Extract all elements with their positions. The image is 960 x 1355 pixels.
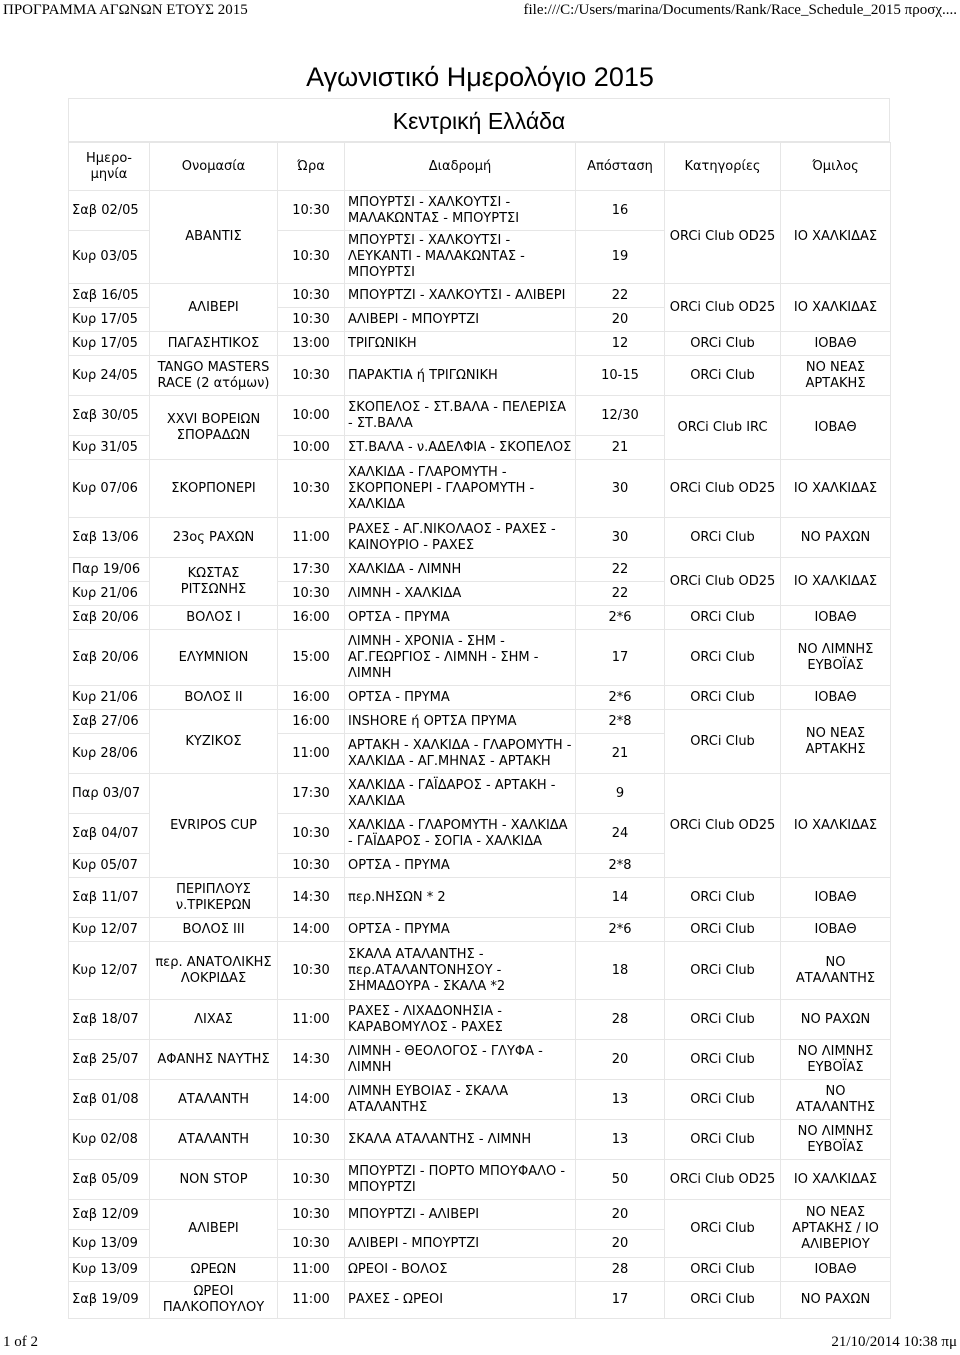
cell-club: ΙΟΒΑΘ — [781, 686, 891, 710]
cell-club: ΙΟ ΧΑΛΚΙΔΑΣ — [781, 1160, 891, 1200]
cell-time: 16:00 — [278, 686, 345, 710]
cell-date: Σαβ 11/07 — [69, 878, 150, 918]
table-row — [69, 1258, 891, 1282]
cell-route: ΩΡΕΟΙ - ΒΟΛΟΣ — [345, 1258, 576, 1282]
cell-date: Σαβ 02/05 — [69, 191, 150, 231]
cell-distance: 20 — [576, 1200, 665, 1230]
cell-route: ΑΡΤΑΚΗ - ΧΑΛΚΙΔΑ - ΓΛΑΡΟΜΥΤΗ - ΧΑΛΚΙΔΑ - ΑΓ.ΜΗΝΑΣ - ΑΡΤΑΚΗ — [345, 734, 576, 774]
print-header — [0, 0, 960, 24]
table-row — [69, 1282, 891, 1319]
schedule-table — [68, 142, 891, 1319]
cell-time: 16:00 — [278, 606, 345, 630]
cell-name: ΑΦΑΝΗΣ ΝΑΥΤΗΣ — [150, 1040, 278, 1080]
table-row — [69, 396, 891, 436]
cell-time: 10:30 — [278, 308, 345, 332]
cell-categories: ORCi Club — [665, 918, 781, 942]
cell-categories: ORCi Club — [665, 1200, 781, 1258]
header-date: Ημερο-μηνία — [69, 143, 150, 191]
cell-club: ΝΟ ΛΙΜΝΗΣ ΕΥΒΟΪΑΣ — [781, 630, 891, 686]
cell-route: ΟΡΤΣΑ - ΠΡΥΜΑ — [345, 854, 576, 878]
table-row — [69, 774, 891, 814]
cell-time: 11:00 — [278, 1258, 345, 1282]
cell-date: Κυρ 12/07 — [69, 918, 150, 942]
cell-time: 10:30 — [278, 191, 345, 231]
cell-time: 10:30 — [278, 1230, 345, 1258]
cell-name: ΩΡΕΩΝ — [150, 1258, 278, 1282]
cell-route: ΧΑΛΚΙΔΑ - ΓΛΑΡΟΜΥΤΗ - ΣΚΟΡΠΟΝΕΡΙ - ΓΛΑΡΟΜΥΤΗ - ΧΑΛΚΙΔΑ — [345, 460, 576, 518]
cell-date: Κυρ 12/07 — [69, 942, 150, 1000]
cell-distance: 13 — [576, 1120, 665, 1160]
cell-categories: ORCi Club OD25 — [665, 284, 781, 332]
cell-categories: ORCi Club OD25 — [665, 460, 781, 518]
cell-date: Κυρ 21/06 — [69, 582, 150, 606]
cell-route: ΧΑΛΚΙΔΑ - ΛΙΜΝΗ — [345, 558, 576, 582]
cell-club: ΙΟ ΧΑΛΚΙΔΑΣ — [781, 774, 891, 878]
cell-date: Σαβ 19/09 — [69, 1282, 150, 1319]
cell-date: Κυρ 05/07 — [69, 854, 150, 878]
cell-route: ΛΙΜΝΗ - ΧΡΟΝΙΑ - ΣΗΜ - ΑΓ.ΓΕΩΡΓΙΟΣ - ΛΙΜΝΗ - ΣΗΜ - ΛΙΜΝΗ — [345, 630, 576, 686]
cell-name: ΚΩΣΤΑΣ ΡΙΤΣΩΝΗΣ — [150, 558, 278, 606]
cell-club: ΙΟΒΑΘ — [781, 396, 891, 460]
table-row — [69, 630, 891, 686]
cell-name: NON STOP — [150, 1160, 278, 1200]
cell-time: 11:00 — [278, 1000, 345, 1040]
cell-date: Σαβ 01/08 — [69, 1080, 150, 1120]
header-time: Ώρα — [278, 143, 345, 191]
cell-time: 10:30 — [278, 1200, 345, 1230]
cell-categories: ORCi Club — [665, 332, 781, 356]
cell-date: Σαβ 30/05 — [69, 396, 150, 436]
cell-distance: 17 — [576, 630, 665, 686]
table-row — [69, 710, 891, 734]
cell-club: ΙΟΒΑΘ — [781, 606, 891, 630]
cell-date: Σαβ 27/06 — [69, 710, 150, 734]
cell-route: ΜΠΟΥΡΤΣΙ - ΧΑΛΚΟΥΤΣΙ - ΜΑΛΑΚΩΝΤΑΣ - ΜΠΟΥΡΤΣΙ — [345, 191, 576, 231]
cell-time: 14:30 — [278, 1040, 345, 1080]
cell-categories: ORCi Club — [665, 710, 781, 774]
cell-name: ΑΛΙΒΕΡΙ — [150, 284, 278, 332]
cell-time: 10:30 — [278, 460, 345, 518]
cell-name: ΑΛΙΒΕΡΙ — [150, 1200, 278, 1258]
cell-name: 23ος ΡΑΧΩΝ — [150, 518, 278, 558]
cell-distance: 21 — [576, 734, 665, 774]
cell-categories: ORCi Club OD25 — [665, 1160, 781, 1200]
print-footer — [0, 1334, 960, 1354]
cell-time: 17:30 — [278, 558, 345, 582]
table-row — [69, 191, 891, 231]
cell-name: ΒΟΛΟΣ ΙΙ — [150, 686, 278, 710]
cell-categories: ORCi Club OD25 — [665, 558, 781, 606]
cell-date: Σαβ 18/07 — [69, 1000, 150, 1040]
cell-categories: ORCi Club — [665, 942, 781, 1000]
table-row — [69, 942, 891, 1000]
cell-distance: 22 — [576, 558, 665, 582]
cell-categories: ORCi Club — [665, 1080, 781, 1120]
cell-name: ΠΕΡΙΠΛΟΥΣ ν.ΤΡΙΚΕΡΩΝ — [150, 878, 278, 918]
cell-distance: 14 — [576, 878, 665, 918]
cell-route: ΟΡΤΣΑ - ΠΡΥΜΑ — [345, 606, 576, 630]
cell-distance: 19 — [576, 231, 665, 284]
cell-club: ΝΟ ΡΑΧΩΝ — [781, 1000, 891, 1040]
cell-route: ΑΛΙΒΕΡΙ - ΜΠΟΥΡΤΖΙ — [345, 1230, 576, 1258]
cell-date: Κυρ 13/09 — [69, 1258, 150, 1282]
cell-route: ΡΑΧΕΣ - ΩΡΕΟΙ — [345, 1282, 576, 1319]
table-row — [69, 1000, 891, 1040]
cell-name: ΣΚΟΡΠΟΝΕΡΙ — [150, 460, 278, 518]
cell-route: ΛΙΜΝΗ - ΧΑΛΚΙΔΑ — [345, 582, 576, 606]
table-row — [69, 332, 891, 356]
cell-club: ΙΟΒΑΘ — [781, 878, 891, 918]
cell-time: 10:30 — [278, 356, 345, 396]
print-header-url: file:///C:/Users/marina/Documents/Rank/Race_Schedule_2015 προσχ.... — [523, 2, 957, 18]
cell-time: 10:00 — [278, 436, 345, 460]
cell-name: EVRIPOS CUP — [150, 774, 278, 878]
cell-club: ΙΟΒΑΘ — [781, 1258, 891, 1282]
cell-time: 10:00 — [278, 396, 345, 436]
cell-time: 10:30 — [278, 1160, 345, 1200]
print-header-title: ΠΡΟΓΡΑΜΜΑ ΑΓΩΝΩΝ ΕΤΟΥΣ 2015 — [3, 2, 248, 18]
cell-time: 14:30 — [278, 878, 345, 918]
cell-distance: 2*6 — [576, 686, 665, 710]
cell-distance: 2*6 — [576, 918, 665, 942]
cell-club: ΝΟ ΡΑΧΩΝ — [781, 1282, 891, 1319]
table-row — [69, 1080, 891, 1120]
cell-date: Κυρ 17/05 — [69, 308, 150, 332]
cell-time: 16:00 — [278, 710, 345, 734]
cell-name: ΩΡΕΟΙ ΠΑΛΚΟΠΟΥΛΟΥ — [150, 1282, 278, 1319]
cell-categories: ORCi Club OD25 — [665, 191, 781, 284]
cell-name: ΛΙΧΑΣ — [150, 1000, 278, 1040]
cell-route: ΣΚΟΠΕΛΟΣ - ΣΤ.ΒΑΛΑ - ΠΕΛΕΡΙΣΑ - ΣΤ.ΒΑΛΑ — [345, 396, 576, 436]
cell-club: ΝΟ ΑΤΑΛΑΝΤΗΣ — [781, 942, 891, 1000]
cell-route: ΛΙΜΝΗ - ΘΕΟΛΟΓΟΣ - ΓΛΥΦΑ - ΛΙΜΝΗ — [345, 1040, 576, 1080]
cell-club: ΝΟ ΝΕΑΣ ΑΡΤΑΚΗΣ / ΙΟ ΑΛΙΒΕΡΙΟΥ — [781, 1200, 891, 1258]
cell-date: Κυρ 02/08 — [69, 1120, 150, 1160]
cell-categories: ORCi Club — [665, 630, 781, 686]
cell-club: ΙΟ ΧΑΛΚΙΔΑΣ — [781, 558, 891, 606]
cell-route: ΜΠΟΥΡΤΖΙ - ΠΟΡΤΟ ΜΠΟΥΦΑΛΟ - ΜΠΟΥΡΤΖΙ — [345, 1160, 576, 1200]
cell-distance: 30 — [576, 518, 665, 558]
cell-name: ΑΤΑΛΑΝΤΗ — [150, 1080, 278, 1120]
table-header-row — [69, 143, 891, 191]
cell-club: ΙΟΒΑΘ — [781, 918, 891, 942]
cell-date: Παρ 19/06 — [69, 558, 150, 582]
cell-distance: 2*6 — [576, 606, 665, 630]
cell-time: 14:00 — [278, 1080, 345, 1120]
cell-categories: ORCi Club — [665, 686, 781, 710]
cell-distance: 21 — [576, 436, 665, 460]
cell-time: 11:00 — [278, 1282, 345, 1319]
cell-distance: 2*8 — [576, 710, 665, 734]
cell-route: ΟΡΤΣΑ - ΠΡΥΜΑ — [345, 918, 576, 942]
cell-categories: ORCi Club — [665, 1258, 781, 1282]
cell-route: ΜΠΟΥΡΤΖΙ - ΧΑΛΚΟΥΤΣΙ - ΑΛΙΒΕΡΙ — [345, 284, 576, 308]
cell-route: ΜΠΟΥΡΤΖΙ - ΑΛΙΒΕΡΙ — [345, 1200, 576, 1230]
cell-time: 11:00 — [278, 518, 345, 558]
table-row — [69, 558, 891, 582]
table-row — [69, 918, 891, 942]
table-row — [69, 356, 891, 396]
cell-distance: 28 — [576, 1000, 665, 1040]
cell-date: Σαβ 04/07 — [69, 814, 150, 854]
cell-name: ΚΥΖΙΚΟΣ — [150, 710, 278, 774]
table-row — [69, 518, 891, 558]
page-title: Αγωνιστικό Ημερολόγιο 2015 — [306, 62, 654, 92]
cell-club: ΙΟΒΑΘ — [781, 332, 891, 356]
cell-route: ΜΠΟΥΡΤΣΙ - ΧΑΛΚΟΥΤΣΙ - ΛΕΥΚΑΝΤΙ - ΜΑΛΑΚΩΝΤΑΣ - ΜΠΟΥΡΤΣΙ — [345, 231, 576, 284]
cell-date: Παρ 03/07 — [69, 774, 150, 814]
cell-date: Κυρ 21/06 — [69, 686, 150, 710]
cell-name: ΠΑΓΑΣΗΤΙΚΟΣ — [150, 332, 278, 356]
cell-club: ΝΟ ΡΑΧΩΝ — [781, 518, 891, 558]
cell-time: 10:30 — [278, 814, 345, 854]
cell-distance: 2*8 — [576, 854, 665, 878]
cell-categories: ORCi Club — [665, 1282, 781, 1319]
table-row — [69, 460, 891, 518]
cell-name: ΒΟΛΟΣ ΙΙΙ — [150, 918, 278, 942]
cell-name: ΑΤΑΛΑΝΤΗ — [150, 1120, 278, 1160]
cell-time: 11:00 — [278, 734, 345, 774]
table-row — [69, 1200, 891, 1230]
cell-club: ΝΟ ΛΙΜΝΗΣ ΕΥΒΟΪΑΣ — [781, 1120, 891, 1160]
table-row — [69, 606, 891, 630]
cell-club: ΝΟ ΝΕΑΣ ΑΡΤΑΚΗΣ — [781, 356, 891, 396]
cell-route: ΡΑΧΕΣ - ΑΓ.ΝΙΚΟΛΑΟΣ - ΡΑΧΕΣ - ΚΑΙΝΟΥΡΙΟ - ΡΑΧΕΣ — [345, 518, 576, 558]
cell-club: ΙΟ ΧΑΛΚΙΔΑΣ — [781, 284, 891, 332]
cell-route: ΟΡΤΣΑ - ΠΡΥΜΑ — [345, 686, 576, 710]
cell-date: Σαβ 20/06 — [69, 606, 150, 630]
page-subtitle: Κεντρική Ελλάδα — [68, 98, 890, 142]
cell-date: Κυρ 07/06 — [69, 460, 150, 518]
table-row — [69, 1160, 891, 1200]
cell-distance: 12 — [576, 332, 665, 356]
cell-time: 15:00 — [278, 630, 345, 686]
cell-route: ΡΑΧΕΣ - ΛΙΧΑΔΟΝΗΣΙΑ - ΚΑΡΑΒΟΜΥΛΟΣ - ΡΑΧΕΣ — [345, 1000, 576, 1040]
cell-route: ΧΑΛΚΙΔΑ - ΓΑΪΔΑΡΟΣ - ΑΡΤΑΚΗ - ΧΑΛΚΙΔΑ — [345, 774, 576, 814]
cell-club: ΝΟ ΝΕΑΣ ΑΡΤΑΚΗΣ — [781, 710, 891, 774]
cell-name: ΕΛΥΜΝΙΟΝ — [150, 630, 278, 686]
cell-route: ΠΑΡΑΚΤΙΑ ή ΤΡΙΓΩΝΙΚΗ — [345, 356, 576, 396]
cell-time: 10:30 — [278, 284, 345, 308]
cell-distance: 20 — [576, 1040, 665, 1080]
table-row — [69, 1120, 891, 1160]
table-row — [69, 686, 891, 710]
header-categories: Κατηγορίες — [665, 143, 781, 191]
cell-route: ΧΑΛΚΙΔΑ - ΓΛΑΡΟΜΥΤΗ - ΧΑΛΚΙΔΑ - ΓΑΪΔΑΡΟΣ - ΣΟΓΙΑ - ΧΑΛΚΙΔΑ — [345, 814, 576, 854]
cell-categories: ORCi Club OD25 — [665, 774, 781, 878]
cell-distance: 9 — [576, 774, 665, 814]
cell-club: ΙΟ ΧΑΛΚΙΔΑΣ — [781, 191, 891, 284]
cell-categories: ORCi Club — [665, 518, 781, 558]
cell-distance: 20 — [576, 308, 665, 332]
cell-distance: 17 — [576, 1282, 665, 1319]
cell-name: TANGO MASTERS RACE (2 ατόμων) — [150, 356, 278, 396]
cell-distance: 12/30 — [576, 396, 665, 436]
cell-route: ΤΡΙΓΩΝΙΚΗ — [345, 332, 576, 356]
cell-date: Κυρ 03/05 — [69, 231, 150, 284]
header-name: Ονομασία — [150, 143, 278, 191]
cell-route: περ.ΝΗΣΩΝ * 2 — [345, 878, 576, 918]
cell-distance: 18 — [576, 942, 665, 1000]
cell-distance: 16 — [576, 191, 665, 231]
cell-time: 10:30 — [278, 854, 345, 878]
cell-route: ΣΚΑΛΑ ΑΤΑΛΑΝΤΗΣ - ΛΙΜΝΗ — [345, 1120, 576, 1160]
cell-name: ΒΟΛΟΣ Ι — [150, 606, 278, 630]
cell-date: Σαβ 05/09 — [69, 1160, 150, 1200]
cell-route: ΣΤ.ΒΑΛΑ - ν.ΑΔΕΛΦΙΑ - ΣΚΟΠΕΛΟΣ — [345, 436, 576, 460]
cell-time: 14:00 — [278, 918, 345, 942]
cell-name: περ. ΑΝΑΤΟΛΙΚΗΣ ΛΟΚΡΙΔΑΣ — [150, 942, 278, 1000]
cell-date: Σαβ 20/06 — [69, 630, 150, 686]
cell-date: Κυρ 24/05 — [69, 356, 150, 396]
header-club: Όμιλος — [781, 143, 891, 191]
cell-time: 13:00 — [278, 332, 345, 356]
cell-time: 10:30 — [278, 1120, 345, 1160]
cell-date: Κυρ 31/05 — [69, 436, 150, 460]
cell-distance: 24 — [576, 814, 665, 854]
cell-distance: 28 — [576, 1258, 665, 1282]
cell-categories: ORCi Club — [665, 878, 781, 918]
cell-distance: 20 — [576, 1230, 665, 1258]
table-row — [69, 878, 891, 918]
cell-distance: 10-15 — [576, 356, 665, 396]
cell-distance: 22 — [576, 582, 665, 606]
cell-route: ΛΙΜΝΗ ΕΥΒΟΙΑΣ - ΣΚΑΛΑ ΑΤΑΛΑΝΤΗΣ — [345, 1080, 576, 1120]
table-row — [69, 1040, 891, 1080]
cell-categories: ORCi Club — [665, 1120, 781, 1160]
print-timestamp: 21/10/2014 10:38 πμ — [831, 1334, 957, 1350]
cell-club: ΝΟ ΛΙΜΝΗΣ ΕΥΒΟΪΑΣ — [781, 1040, 891, 1080]
cell-categories: ORCi Club — [665, 356, 781, 396]
cell-name: ΑΒΑΝΤΙΣ — [150, 191, 278, 284]
cell-date: Κυρ 13/09 — [69, 1230, 150, 1258]
cell-route: ΣΚΑΛΑ ΑΤΑΛΑΝΤΗΣ - περ.ΑΤΑΛΑΝΤΟΝΗΣΟΥ - ΣΗΜΑΔΟΥΡΑ - ΣΚΑΛΑ *2 — [345, 942, 576, 1000]
table-row — [69, 284, 891, 308]
cell-club: ΝΟ ΑΤΑΛΑΝΤΗΣ — [781, 1080, 891, 1120]
cell-time: 10:30 — [278, 942, 345, 1000]
header-distance: Απόσταση — [576, 143, 665, 191]
cell-distance: 50 — [576, 1160, 665, 1200]
cell-time: 17:30 — [278, 774, 345, 814]
cell-date: Σαβ 25/07 — [69, 1040, 150, 1080]
cell-distance: 22 — [576, 284, 665, 308]
header-route: Διαδρομή — [345, 143, 576, 191]
cell-route: INSHORE ή ΟΡΤΣΑ ΠΡΥΜΑ — [345, 710, 576, 734]
cell-distance: 30 — [576, 460, 665, 518]
cell-club: ΙΟ ΧΑΛΚΙΔΑΣ — [781, 460, 891, 518]
cell-name: XXVI ΒΟΡΕΙΩΝ ΣΠΟΡΑΔΩΝ — [150, 396, 278, 460]
cell-categories: ORCi Club — [665, 1040, 781, 1080]
cell-date: Σαβ 13/06 — [69, 518, 150, 558]
cell-time: 10:30 — [278, 582, 345, 606]
cell-categories: ORCi Club IRC — [665, 396, 781, 460]
cell-categories: ORCi Club — [665, 606, 781, 630]
cell-date: Σαβ 16/05 — [69, 284, 150, 308]
cell-categories: ORCi Club — [665, 1000, 781, 1040]
cell-time: 10:30 — [278, 231, 345, 284]
cell-date: Σαβ 12/09 — [69, 1200, 150, 1230]
cell-date: Κυρ 28/06 — [69, 734, 150, 774]
cell-route: ΑΛΙΒΕΡΙ - ΜΠΟΥΡΤΖΙ — [345, 308, 576, 332]
page-number: 1 of 2 — [3, 1334, 38, 1350]
cell-date: Κυρ 17/05 — [69, 332, 150, 356]
cell-distance: 13 — [576, 1080, 665, 1120]
